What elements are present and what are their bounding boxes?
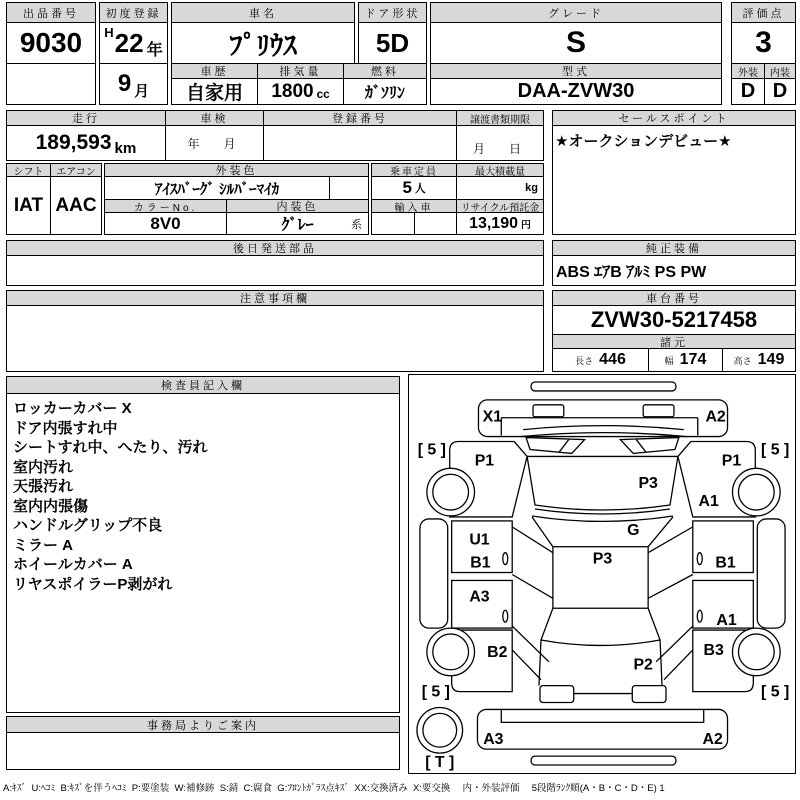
grade-header: グレード — [430, 2, 722, 23]
car-name-header: 車名 — [171, 2, 355, 23]
inspector-note-line: ホイールカバー A — [13, 556, 133, 573]
diagram-damage-label: A2 — [704, 408, 726, 426]
dimension-length — [552, 348, 649, 372]
interior-color-suffix: 系 — [351, 218, 362, 231]
displacement-header: 排気量 — [257, 63, 344, 79]
damage-diagram-box — [408, 374, 796, 774]
sales-point-header: セールスポイント — [552, 110, 796, 126]
reg-year-unit: 年 — [146, 41, 163, 59]
length-label: 長さ — [575, 355, 594, 366]
sales-point-value: ★オークションデビュー★ — [552, 125, 796, 235]
inspector-note-line: シートすれ中、へたり、汚れ — [13, 439, 208, 456]
inspector-note-line: ドア内張すれ中 — [13, 419, 118, 437]
transfer-deadline-value: 月 日 — [456, 125, 544, 161]
first-registration-year — [99, 22, 168, 64]
capacity-unit: 人 — [414, 183, 426, 195]
interior-color-value — [226, 212, 369, 235]
exterior-color-header: 外装色 — [104, 163, 369, 177]
transfer-deadline-header: 譲渡書類期限 — [456, 110, 544, 126]
model-code-value: DAA-ZVW30 — [430, 78, 722, 105]
diagram-damage-label: A1 — [698, 492, 719, 510]
recycle-deposit-header: リサイクル預託金 — [456, 199, 544, 213]
registration-number-header: 登録番号 — [263, 110, 457, 126]
capacity-header: 乗車定員 — [371, 163, 457, 177]
inspector-note-line: ハンドルグリップ不良 — [13, 517, 163, 534]
fuel-value: ｶﾞｿﾘﾝ — [343, 78, 427, 105]
diagram-damage-label: [ 5 ] — [760, 440, 789, 458]
dimension-width — [648, 348, 723, 372]
aircon-value: AAC — [50, 176, 102, 235]
recycle-deposit-value — [456, 212, 544, 235]
width-label: 幅 — [664, 355, 674, 366]
imported-cell-right — [414, 212, 457, 235]
interior-grade-value: D — [764, 78, 796, 105]
shift-value: IAT — [6, 176, 51, 235]
diagram-damage-label: P1 — [721, 451, 741, 469]
car-diagram-svg — [410, 376, 795, 773]
diagram-damage-label: P3 — [592, 550, 612, 568]
door-shape-header: ドア形状 — [358, 2, 427, 23]
length-value: 446 — [599, 351, 626, 368]
inspector-note-line: 天張汚れ — [13, 478, 74, 495]
inspector-note-line: 室内汚れ — [13, 458, 74, 476]
auction-number-value: 9030 — [6, 22, 96, 64]
displacement-number: 1800 — [271, 80, 314, 102]
mileage-header: 走行 — [6, 110, 166, 126]
color-no-header: カラーNo. — [104, 199, 227, 213]
inspector-note-line: ロッカーカバー X — [13, 400, 132, 417]
grade-value: S — [430, 22, 722, 64]
later-shipped-parts-header: 後日発送部品 — [6, 240, 544, 256]
chassis-number-header: 車台番号 — [552, 290, 796, 306]
dimension-height — [722, 348, 796, 372]
reg-year: 22 — [114, 27, 144, 58]
max-load-value: kg — [456, 176, 544, 200]
displacement-value — [257, 78, 344, 105]
auction-number-header: 出品番号 — [6, 2, 96, 23]
caution-notes-header: 注意事項欄 — [6, 290, 544, 306]
office-info-header: 事務局よりご案内 — [6, 716, 400, 733]
diagram-damage-label: [ 5 ] — [760, 683, 789, 701]
exterior-color-value: ｱｲｽﾊﾞｰｸﾞ ｼﾙﾊﾞｰﾏｲｶ — [104, 176, 330, 200]
mileage-number: 189,593 — [35, 131, 112, 154]
era-mark: H — [104, 25, 114, 40]
first-registration-month — [99, 63, 168, 105]
office-info-box — [6, 732, 400, 770]
shift-header: シフト — [6, 163, 51, 177]
auction-number-empty-box — [6, 63, 96, 105]
model-code-header: 型式 — [430, 63, 722, 79]
door-shape-value: 5D — [358, 22, 427, 64]
recycle-deposit-number: 13,190 — [469, 214, 518, 232]
mileage-unit: km — [114, 140, 137, 157]
score-header: 評価点 — [731, 2, 796, 23]
width-value: 174 — [679, 351, 707, 368]
damage-code-legend: A:ｷｽﾞ U:ﾍｺﾐ B:ｷｽﾞを伴うﾍｺﾐ P:要塗装 W:補修跡 S:錆 C:腐食 G:ﾌﾛﾝﾄｶﾞﾗｽ点ｷｽﾞ XX:交換済み X:要交換 内・外装評価 5段階ﾗﾝｸ順(A・B・C・D・E) 1 — [3, 783, 665, 794]
imported-header: 輸入車 — [371, 199, 457, 213]
registration-number-value — [263, 125, 457, 161]
interior-color-header: 内装色 — [226, 199, 369, 213]
diagram-damage-label: A1 — [715, 611, 737, 629]
diagram-damage-label: U1 — [468, 531, 490, 549]
imported-cell-left — [371, 212, 415, 235]
diagram-damage-label: X1 — [482, 408, 502, 426]
diagram-damage-label: B2 — [486, 643, 507, 661]
diagram-damage-label: A2 — [702, 730, 723, 748]
displacement-unit: cc — [316, 88, 330, 101]
height-value: 149 — [757, 351, 785, 368]
inspector-note-line: 室内内張傷 — [13, 497, 89, 515]
history-value: 自家用 — [171, 78, 258, 105]
score-value: 3 — [731, 22, 796, 64]
diagram-damage-label: [ 5 ] — [417, 440, 446, 458]
interior-grade-header: 内装 — [764, 63, 796, 79]
diagram-damage-label: P1 — [474, 451, 494, 469]
factory-equipment-value: ABS ｴｱB ｱﾙﾐ PS PW — [552, 255, 796, 286]
history-header: 車歴 — [171, 63, 258, 79]
first-registration-header: 初度登録 — [99, 2, 168, 23]
diagram-damage-label: [ 5 ] — [421, 683, 450, 701]
recycle-deposit-unit: 円 — [521, 220, 531, 231]
reg-month: 9 — [117, 70, 132, 97]
max-load-header: 最大積載量 — [456, 163, 544, 177]
color-no-value: 8V0 — [104, 212, 227, 235]
diagram-damage-label: A3 — [482, 730, 503, 748]
chassis-number-value: ZVW30-5217458 — [552, 305, 796, 335]
exterior-color-chip-box — [329, 176, 369, 200]
factory-equipment-header: 純正装備 — [552, 240, 796, 256]
height-label: 高さ — [733, 355, 752, 366]
diagram-damage-label: A3 — [468, 587, 490, 605]
diagram-damage-label: B3 — [702, 641, 724, 659]
reg-month-unit: 月 — [134, 84, 150, 100]
diagram-damage-label: P3 — [637, 474, 658, 492]
diagram-damage-label: B1 — [469, 554, 491, 572]
diagram-damage-label: [ T ] — [424, 753, 454, 771]
inspector-notes — [6, 393, 400, 713]
diagram-damage-label: G — [626, 521, 639, 539]
fuel-header: 燃料 — [343, 63, 427, 79]
inspector-notes-header: 検査員記入欄 — [6, 376, 400, 394]
dimensions-header: 諸元 — [552, 334, 796, 349]
caution-notes-box — [6, 305, 544, 372]
inspector-note-line: ミラー A — [13, 536, 74, 554]
diagram-damage-label: B1 — [714, 554, 736, 572]
interior-color-name: ｸﾞﾚｰ — [281, 217, 314, 234]
diagram-damage-label: P2 — [632, 656, 653, 674]
mileage-value — [6, 125, 166, 161]
inspection-value: 年 月 — [165, 125, 264, 161]
exterior-grade-header: 外装 — [731, 63, 765, 79]
capacity-value — [371, 176, 457, 200]
car-name-value: ﾌﾟﾘｳｽ — [171, 22, 355, 64]
inspection-header: 車検 — [165, 110, 264, 126]
later-shipped-parts-box — [6, 255, 544, 286]
exterior-grade-value: D — [731, 78, 765, 105]
inspector-note-line: リヤスポイラーP剥がれ — [13, 575, 173, 593]
capacity-number: 5 — [402, 178, 412, 197]
aircon-header: エアコン — [50, 163, 102, 177]
